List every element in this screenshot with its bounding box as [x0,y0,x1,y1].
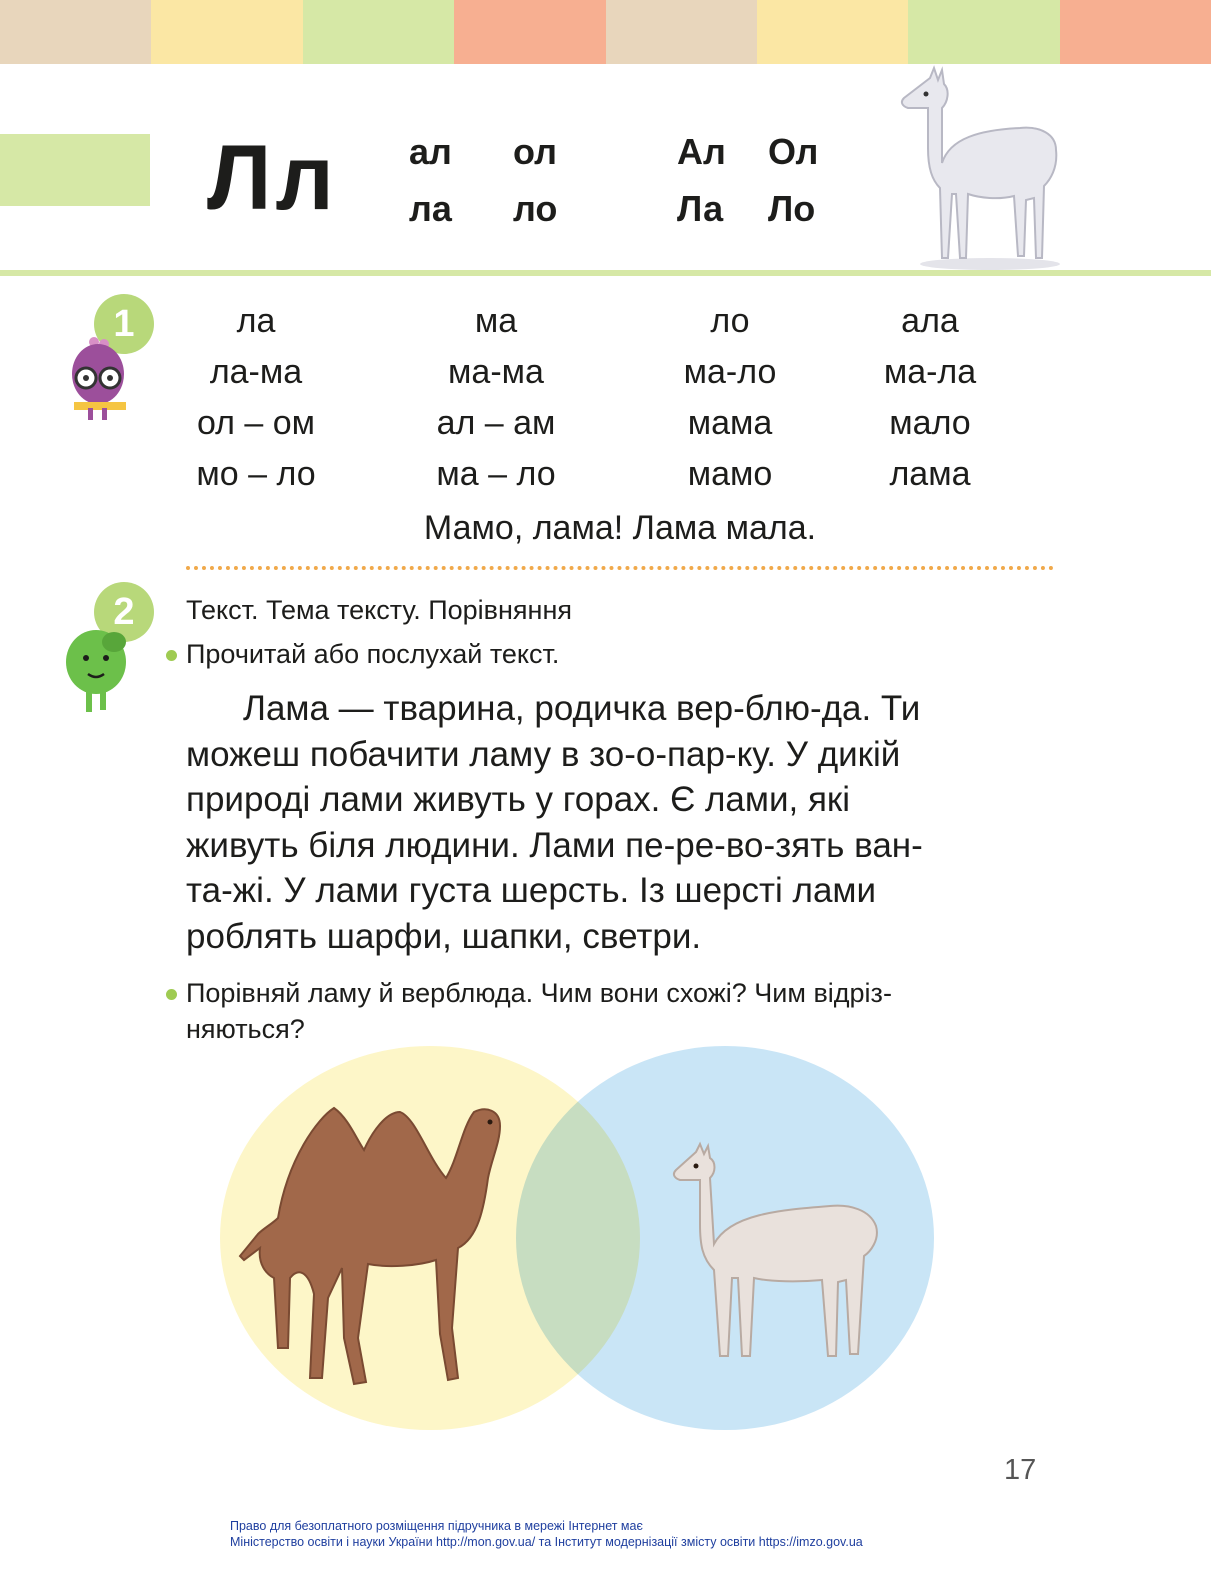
camel-icon [238,1098,518,1388]
paragraph-line: Лама — тварина, родичка вер-блю-да. Ти [243,689,921,728]
syllable-cell: мало [889,404,971,442]
purple-character-reading-icon [68,336,130,422]
syllable-Lo: Ло [768,188,816,229]
syllable-cell: мо – ло [196,455,316,493]
stripe [606,0,757,64]
syllable-cell: ма-ла [883,353,977,391]
exercise-1-sentence: Мамо, лама! Лама мала. [423,509,817,547]
syllable-cell: ол – ом [196,404,316,442]
syllable-cell: ло [710,302,750,340]
exercise-2-heading: Текст. Тема тексту. Порівняння [186,595,572,625]
stripe [151,0,302,64]
syllable-cell: мама [687,404,773,442]
syllable-la: ла [409,188,452,229]
top-color-stripes [0,0,1211,64]
syllable-row [160,296,1050,347]
exercise-2-badge: 2 [94,582,154,642]
big-letter-heading: Лл [207,127,338,229]
compare-question-line: няються? [186,1014,305,1044]
syllable-cell: ма – ло [436,455,556,493]
stripe [757,0,908,64]
exercise-2-instruction: Прочитай або послухай текст. [186,639,560,669]
syllable-cell: ма [474,302,518,340]
syllable-table [160,296,1050,500]
stripe [1060,0,1211,64]
bullet-dot [166,989,177,1000]
paragraph-line: можеш побачити ламу в зо-о-пар-ку. У дикій [186,734,901,774]
syllable-cell: ал – ам [436,404,556,442]
syllable-cell: ма-ма [448,353,544,391]
syllable-cell: мамо [687,455,773,493]
page-number: 17 [1004,1454,1037,1486]
footer-line: Право для безоплатного розміщення підручника в мережі Інтернет має [230,1519,643,1533]
dotted-divider [186,566,1054,570]
llama-icon [890,68,1070,273]
syllable-cell: лама [889,455,971,493]
syllable-row [160,347,1050,398]
syllable-Ol: Ол [768,131,819,172]
paragraph-line: живуть біля людини. Лами пе-ре-во-зять ван- [186,825,923,865]
header-divider [0,270,1211,276]
syllable-lo: ло [513,188,558,229]
llama-icon [670,1144,884,1364]
stripe [454,0,605,64]
footer-copyright [230,1518,863,1550]
green-character-thinking-icon [62,628,132,716]
syllable-cell: ала [901,302,959,340]
syllable-row [160,398,1050,449]
stripe [0,0,151,64]
header-green-tab [0,134,150,206]
paragraph-line: природі лами живуть у горах. Є лами, які [186,780,850,819]
syllable-La: Ла [677,188,724,229]
syllable-Al: Ал [677,131,726,172]
bullet-dot [166,650,177,661]
syllable-cell: ма-ло [683,353,777,391]
syllable-cell: ла [236,302,276,340]
llama-text-paragraph [186,686,1052,959]
syllable-row [160,449,1050,500]
paragraph-line: та-жі. У лами густа шерсть. Із шерсті лами [186,871,877,910]
syllable-al: ал [409,131,452,172]
stripe [303,0,454,64]
footer-line: Міністерство освіти і науки України http://mon.gov.ua/ та Інститут модернізації змісту освіти https://imzo.gov.ua [230,1535,863,1549]
syllable-cell: ла-ма [209,353,303,391]
syllable-ol: ол [513,131,557,172]
exercise-1-badge: 1 [94,294,154,354]
compare-question-line: Порівняй ламу й верблюда. Чим вони схожі? Чим відріз- [186,978,892,1008]
paragraph-line: роблять шарфи, шапки, светри. [186,916,702,956]
stripe [908,0,1059,64]
